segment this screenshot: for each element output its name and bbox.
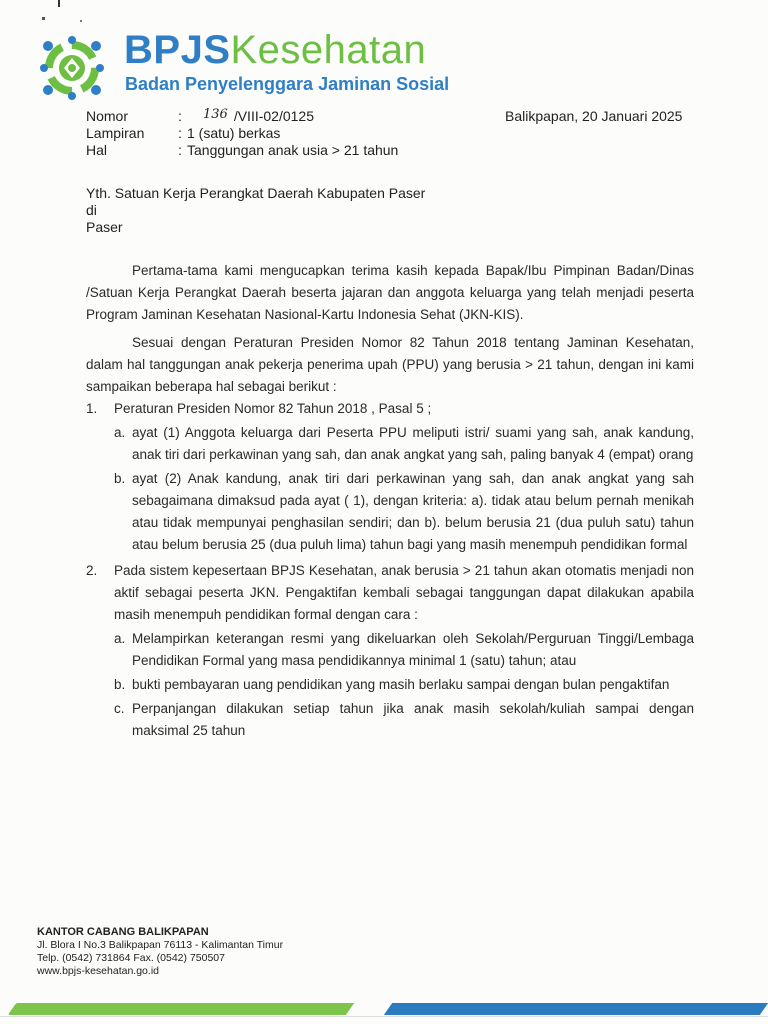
letter-body bbox=[86, 260, 694, 398]
sub-list-text: Melampirkan keterangan resmi yang dikeluarkan oleh Sekolah/Perguruan Tinggi/Lembaga Pendidikan Formal yang masa pendidikannya minimal 1 (satu) tahun; atau bbox=[132, 631, 694, 668]
list-item bbox=[86, 560, 694, 742]
sub-list-item bbox=[114, 468, 694, 556]
recipient-line: di bbox=[86, 202, 97, 218]
footer-bottom-line bbox=[0, 1016, 768, 1017]
list-number: 1. bbox=[86, 401, 98, 416]
brand-name-bpjs: BPJS bbox=[124, 28, 231, 72]
scan-dot bbox=[42, 17, 45, 20]
brand-name-kesehatan: Kesehatan bbox=[230, 28, 427, 72]
letter-date: Balikpapan, 20 Januari 2025 bbox=[505, 108, 683, 124]
lampiran-label: Lampiran bbox=[86, 125, 145, 141]
footer-bar-blue bbox=[384, 1003, 768, 1015]
meta-separator: : bbox=[178, 142, 182, 158]
meta-row-hal bbox=[86, 142, 398, 159]
footer-phone: Telp. (0542) 731864 Fax. (0542) 750507 bbox=[37, 952, 225, 964]
lampiran-value: 1 (satu) berkas bbox=[187, 125, 281, 141]
sub-list-letter: a. bbox=[114, 425, 126, 440]
meta-row-lampiran bbox=[86, 125, 398, 142]
sub-list-text: ayat (2) Anak kandung, anak tiri dari perkawinan yang sah, dan anak angkat yang sah sebagaimana dimaksud pada ayat ( 1), dengan kriteria: a). tidak atau belum pernah menikah atau tidak mempunyai penghasilan sendiri; dan b). belum berusia 21 (dua puluh satu) tahun atau belum berusia 25 (dua puluh lima) tahun bagi yang masih menempuh pendidikan formal bbox=[132, 471, 694, 552]
nomor-value: /VIII-02/0125 bbox=[233, 108, 314, 124]
body-paragraph: Sesuai dengan Peraturan Presiden Nomor 82 Tahun 2018 tentang Jaminan Kesehatan, dalam hal tanggungan anak pekerja penerima upah (PPU) yang berusia > 21 tahun, dengan ini kami sampaikan beberapa hal sebagai berikut : bbox=[86, 335, 694, 394]
nomor-label: Nomor bbox=[86, 108, 129, 124]
footer-office: KANTOR CABANG BALIKPAPAN bbox=[37, 926, 209, 938]
letter-meta bbox=[86, 108, 398, 159]
sub-list-letter: b. bbox=[114, 471, 126, 486]
footer-website: www.bpjs-kesehatan.go.id bbox=[37, 965, 159, 977]
sub-list-text: ayat (1) Anggota keluarga dari Peserta PPU meliputi istri/ suami yang sah, anak kandung, anak tiri dari perkawinan yang sah, dan anak angkat yang sah, paling banyak 4 (empat) orang bbox=[132, 425, 694, 462]
sub-list-text: Perpanjangan dilakukan setiap tahun jika anak masih sekolah/kuliah sampai dengan maksimal 25 tahun bbox=[132, 701, 694, 738]
bpjs-logo-icon bbox=[40, 36, 104, 100]
footer-bar-green bbox=[8, 1003, 354, 1015]
sub-list-item bbox=[114, 674, 694, 696]
list-item bbox=[86, 398, 694, 556]
recipient-line: Paser bbox=[86, 219, 123, 235]
meta-separator: : bbox=[178, 125, 182, 141]
sub-list-item bbox=[114, 422, 694, 466]
body-paragraph: Pertama-tama kami mengucapkan terima kasih kepada Bapak/Ibu Pimpinan Badan/Dinas /Satuan Kerja Perangkat Daerah beserta jajaran dan anggota keluarga yang telah menjadi peserta Program Jaminan Kesehatan Nasional-Kartu Indonesia Sehat (JKN-KIS). bbox=[86, 263, 694, 322]
sub-list-item bbox=[114, 628, 694, 672]
meta-separator: : bbox=[178, 108, 182, 124]
footer-address: Jl. Blora I No.3 Balikpapan 76113 - Kalimantan Timur bbox=[37, 939, 284, 951]
sub-list-letter: a. bbox=[114, 631, 126, 646]
scan-dot bbox=[80, 20, 82, 22]
brand-title bbox=[124, 28, 426, 73]
hal-value: Tanggungan anak usia > 21 tahun bbox=[187, 142, 399, 158]
list-item-text: Pada sistem kepesertaan BPJS Kesehatan, anak berusia > 21 tahun akan otomatis menjadi non aktif sebagai peserta JKN. Pengaktifan kembali sebagai tanggungan dapat dilakukan apabila masih menempuh pendidikan formal dengan cara : bbox=[114, 563, 694, 622]
sub-list-text: bukti pembayaran uang pendidikan yang masih berlaku sampai dengan bulan pengaktifan bbox=[132, 677, 670, 692]
list-item-text: Peraturan Presiden Nomor 82 Tahun 2018 , Pasal 5 ; bbox=[114, 401, 432, 416]
letter-footer bbox=[37, 926, 283, 978]
brand-subtitle: Badan Penyelenggara Jaminan Sosial bbox=[125, 74, 450, 94]
scan-mark bbox=[58, 0, 60, 7]
recipient-line: Yth. Satuan Kerja Perangkat Daerah Kabupaten Paser bbox=[86, 185, 426, 201]
hal-label: Hal bbox=[86, 142, 108, 158]
sub-list-letter: b. bbox=[114, 677, 126, 692]
sub-list-letter: c. bbox=[114, 701, 125, 716]
nomor-handwritten: 136 bbox=[203, 107, 228, 122]
sub-list-item bbox=[114, 698, 694, 742]
meta-row-nomor bbox=[86, 108, 398, 125]
list-number: 2. bbox=[86, 563, 98, 578]
recipient-block bbox=[86, 185, 425, 236]
numbered-list bbox=[86, 398, 694, 742]
